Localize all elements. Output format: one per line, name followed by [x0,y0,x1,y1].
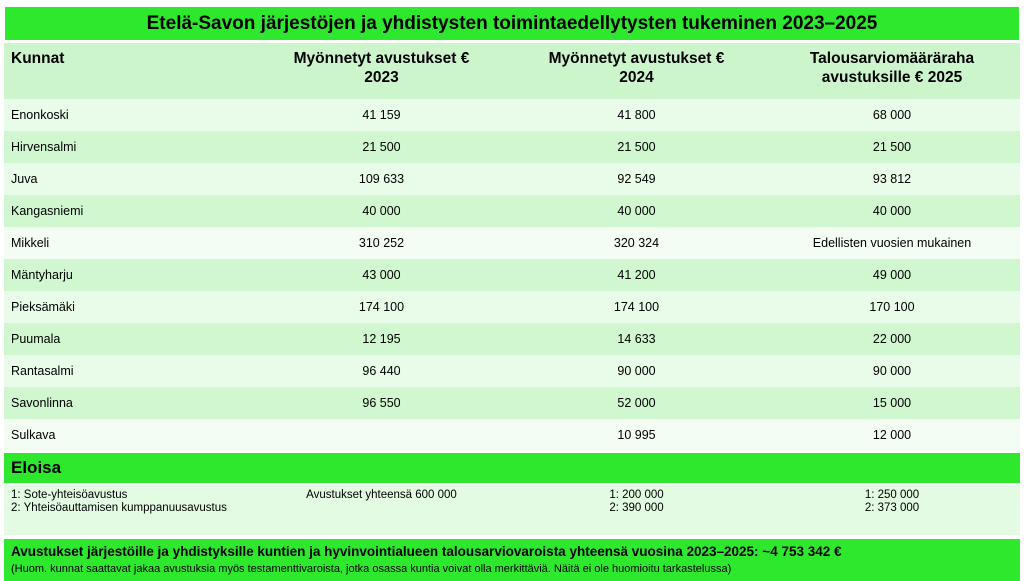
header-2024-line2: 2024 [619,69,654,86]
cell-2023 [254,419,509,451]
table-row [4,99,1020,131]
cell-municipality: Mikkeli [4,227,254,259]
header-2025-line1: Talousarviomääräraha [809,50,975,67]
eloisa-section-title: Eloisa [4,451,1020,485]
cell-2024: 41 800 [509,99,764,131]
table-row [4,355,1020,387]
cell-2024: 14 633 [509,323,764,355]
cell-2023: 21 500 [254,131,509,163]
cell-2024: 52 000 [509,387,764,419]
table-row [4,195,1020,227]
cell-municipality: Hirvensalmi [4,131,254,163]
cell-2024: 41 200 [509,259,764,291]
cell-2023: 96 440 [254,355,509,387]
cell-2025: 49 000 [764,259,1020,291]
eloisa-row [4,485,1020,535]
cell-municipality: Sulkava [4,419,254,451]
cell-2023: 109 633 [254,163,509,195]
cell-2023: 41 159 [254,99,509,131]
cell-2025: 12 000 [764,419,1020,451]
header-2024-line1: Myönnetyt avustukset € [548,50,725,67]
header-2025-line2: avustuksille € 2025 [821,69,963,86]
header-2023-line1: Myönnetyt avustukset € [293,50,470,67]
eloisa-2025 [764,485,1020,535]
eloisa-2024-1: 1: 200 000 [609,489,664,501]
cell-2024: 40 000 [509,195,764,227]
cell-2023: 43 000 [254,259,509,291]
cell-2025: 68 000 [764,99,1020,131]
cell-2024: 10 995 [509,419,764,451]
footer-summary [4,535,1020,581]
eloisa-table [4,485,1020,535]
table-row [4,419,1020,451]
cell-2024: 320 324 [509,227,764,259]
table-row [4,131,1020,163]
page-title: Etelä-Savon järjestöjen ja yhdistysten toimintaedellytysten tukeminen 2023–2025 [4,6,1020,41]
cell-2025: Edellisten vuosien mukainen [764,227,1020,259]
cell-2025: 21 500 [764,131,1020,163]
eloisa-2024-2: 2: 390 000 [609,502,664,514]
cell-2025: 90 000 [764,355,1020,387]
cell-2025: 22 000 [764,323,1020,355]
cell-2023: 174 100 [254,291,509,323]
cell-2025: 170 100 [764,291,1020,323]
table-row [4,163,1020,195]
cell-2024: 174 100 [509,291,764,323]
cell-2025: 15 000 [764,387,1020,419]
eloisa-2024 [509,485,764,535]
cell-municipality: Mäntyharju [4,259,254,291]
slide [4,6,1020,581]
table-row [4,387,1020,419]
header-kunnat: Kunnat [4,42,254,99]
cell-municipality: Rantasalmi [4,355,254,387]
cell-municipality: Savonlinna [4,387,254,419]
eloisa-item-1: 1: Sote-yhteisöavustus [11,489,128,501]
header-2023-line2: 2023 [364,69,399,86]
cell-municipality: Enonkoski [4,99,254,131]
eloisa-items [4,485,254,535]
cell-2023: 310 252 [254,227,509,259]
eloisa-2023: Avustukset yhteensä 600 000 [254,485,509,535]
grants-table [4,41,1020,451]
cell-2024: 21 500 [509,131,764,163]
cell-2025: 93 812 [764,163,1020,195]
header-2024 [509,42,764,99]
eloisa-2025-2: 2: 373 000 [864,502,920,514]
cell-2023: 12 195 [254,323,509,355]
table-body [4,99,1020,451]
cell-municipality: Puumala [4,323,254,355]
table-row [4,227,1020,259]
cell-2023: 96 550 [254,387,509,419]
eloisa-item-2: 2: Yhteisöauttamisen kumppanuusavustus [11,502,227,514]
footer-total: Avustukset järjestöille ja yhdistyksille kuntien ja hyvinvointialueen talousarviovaroista yhteensä vuosina 2023–2025: ~4 753 342 € [11,544,842,559]
cell-2023: 40 000 [254,195,509,227]
footer-note: (Huom. kunnat saattavat jakaa avustuksia myös testamenttivaroista, jotka osassa kuntia voivat olla merkittäviä. Näitä ei ole huomioitu tarkastelussa) [11,563,732,575]
cell-2025: 40 000 [764,195,1020,227]
table-header-row [4,42,1020,99]
eloisa-2025-1: 1: 250 000 [864,489,920,501]
header-2025 [764,42,1020,99]
cell-municipality: Kangasniemi [4,195,254,227]
table-row [4,259,1020,291]
cell-2024: 92 549 [509,163,764,195]
cell-municipality: Juva [4,163,254,195]
table-row [4,291,1020,323]
table-row [4,323,1020,355]
header-2023 [254,42,509,99]
cell-2024: 90 000 [509,355,764,387]
cell-municipality: Pieksämäki [4,291,254,323]
